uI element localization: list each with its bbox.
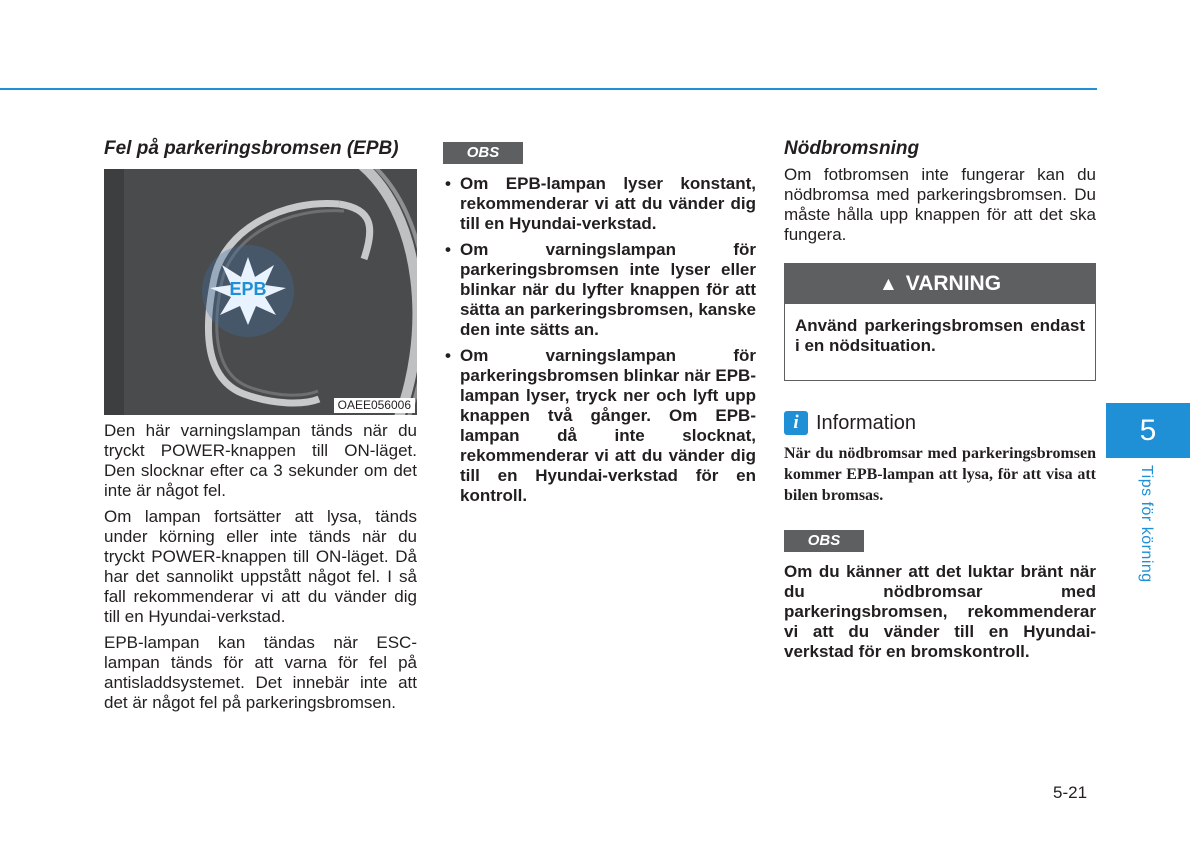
section-heading-epb-fault: Fel på parkeringsbromsen (EPB) [104, 138, 399, 159]
right-column [784, 138, 1096, 668]
list-item: • Om varningslampan för parkeringsbromsen inte lyser eller blinkar när du lyfter knappen för att sätta an parkeringsbromsen, kanske den inte sätts an. [443, 240, 756, 340]
paragraph: Om lampan fortsätter att lysa, tänds under körning eller inte tänds när du tryckt POWER-knappen till ON-läget. Då har det sannolikt uppstått något fel. I så fall rekommenderar vi att du vänder dig till en Hyundai-verkstad. [104, 507, 417, 626]
warning-box [784, 263, 1096, 381]
figure-code: OAEE056006 [334, 398, 415, 413]
warning-title: VARNING [905, 272, 1002, 295]
information-header [784, 411, 1096, 435]
chapter-title: Tips för körning [1138, 465, 1155, 583]
left-column [104, 138, 417, 719]
warning-header [785, 264, 1095, 304]
page-number: 5-21 [1053, 783, 1088, 802]
top-rule [0, 88, 1097, 90]
paragraph: Om fotbromsen inte fungerar kan du nödbromsa med parkeringsbromsen. Du måste hålla upp knappen för att det ska fungera. [784, 165, 1096, 244]
chapter-number-tab: 5 [1106, 403, 1190, 458]
warning-triangle-icon: ▲ [878, 273, 898, 295]
obs-bullet-list [443, 174, 756, 506]
middle-column [443, 138, 756, 512]
list-item: • Om EPB-lampan lyser konstant, rekommenderar vi att du vänder dig till en Hyundai-verkstad. [443, 174, 756, 234]
epb-symbol-text: EPB [229, 279, 267, 299]
obs-text: Om du känner att det luktar bränt när du nödbromsar med parkeringsbromsen, rekommenderar vi att du vänder till en Hyundai-verkstad för en bromskontroll. [784, 562, 1096, 661]
paragraph: EPB-lampan kan tändas när ESC-lampan tänds för att varna för fel på antisladdsystemet. Det innebär inte att det är något fel på parkeringsbromsen. [104, 633, 417, 712]
obs-badge: OBS [443, 142, 523, 164]
section-heading-emergency-braking: Nödbromsning [784, 138, 920, 159]
paragraph: Den här varningslampan tänds när du tryckt POWER-knappen till ON-läget. Den slocknar efter ca 3 sekunder om det inte är något fel. [104, 421, 417, 500]
warning-text: Använd parkeringsbromsen endast i en nödsituation. [795, 316, 1085, 355]
information-text: När du nödbromsar med parkeringsbromsen kommer EPB-lampan att lysa, för att visa att bilen bromsas. [784, 445, 1096, 504]
epb-figure [104, 169, 417, 415]
obs-badge: OBS [784, 530, 864, 552]
info-icon: i [784, 411, 808, 435]
list-item: • Om varningslampan för parkeringsbromsen blinkar när EPB-lampan lyser, tryck ner och lyft upp knappen två gånger. Om EPB-lampan då inte slocknat, rekommenderar vi att du vänder dig till en Hyundai-verkstad för en kontroll. [443, 346, 756, 506]
information-title: Information [816, 411, 917, 434]
